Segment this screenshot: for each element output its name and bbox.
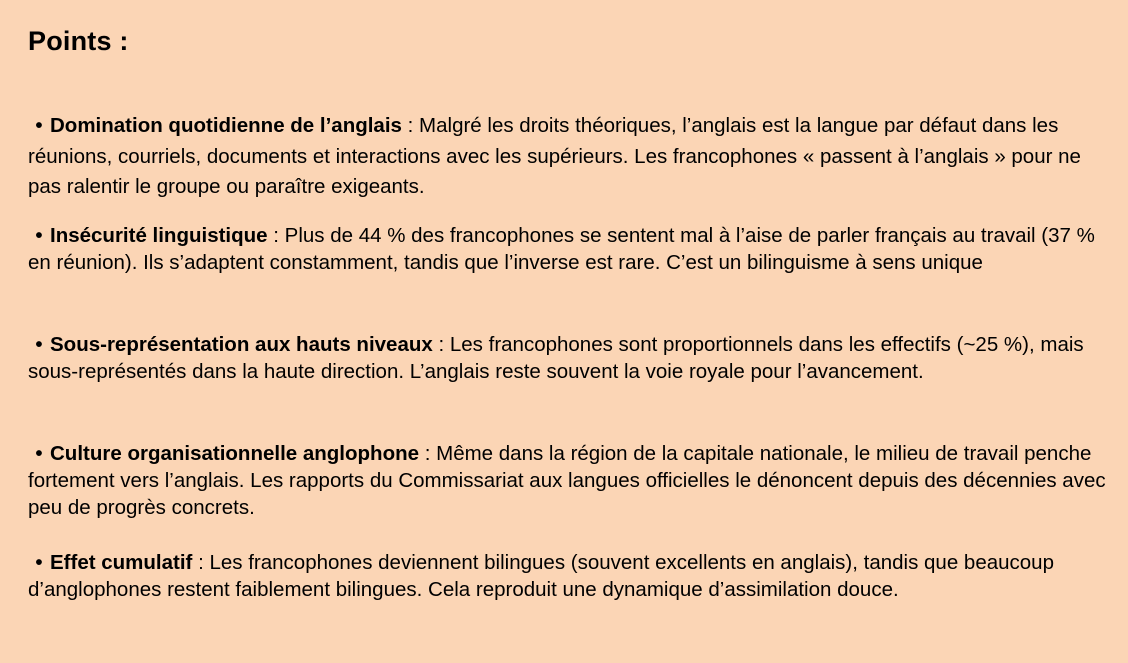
point-text: Malgré les droits théoriques, l’anglais est la langue par défaut dans les réunions, courriels, documents et interactions avec les supérieurs. Les francophones « passent à l’anglais » pour ne pas ralentir le groupe ou paraître exigeants.: [28, 114, 1081, 198]
point-separator: :: [432, 333, 450, 356]
point-heading: Domination quotidienne de l’anglais: [50, 114, 402, 137]
point-text: Plus de 44 % des francophones se sentent mal à l’aise de parler français au travail (37 % en réunion). Ils s’adaptent constamment, tandis que l’inverse est rare. C’est un bilinguisme à sens unique: [28, 224, 1095, 274]
point-separator: :: [267, 224, 285, 247]
point-separator: :: [192, 551, 210, 574]
bullet-icon: •: [35, 333, 43, 356]
point-text: Même dans la région de la capitale nationale, le milieu de travail penche fortement vers l’anglais. Les rapports du Commissariat aux langues officielles le dénoncent depuis des décennies avec peu de progrès concrets.: [28, 442, 1106, 519]
bullet-point: [28, 440, 1108, 521]
bullet-point: [28, 222, 1108, 276]
point-separator: :: [419, 442, 437, 465]
bullet-icon: •: [35, 224, 43, 247]
bullet-icon: •: [35, 442, 43, 465]
bullet-point: [28, 111, 1108, 203]
bullet-icon: •: [35, 551, 43, 574]
bullet-icon: •: [35, 114, 43, 137]
point-heading: Insécurité linguistique: [50, 224, 268, 247]
point-heading: Culture organisationnelle anglophone: [50, 442, 420, 465]
point-text: Les francophones deviennent bilingues (souvent excellents en anglais), tandis que beaucoup d’anglophones restent faiblement bilingues. Cela reproduit une dynamique d’assimilation douce.: [28, 551, 1054, 601]
point-heading: Sous-représentation aux hauts niveaux: [50, 333, 433, 356]
point-text: Les francophones sont proportionnels dans les effectifs (~25 %), mais sous-représentés dans la haute direction. L’anglais reste souvent la voie royale pour l’avancement.: [28, 333, 1084, 383]
bullet-point: [28, 549, 1108, 603]
point-heading: Effet cumulatif: [50, 551, 193, 574]
page-title: Points :: [28, 26, 129, 56]
point-separator: :: [401, 114, 420, 137]
bullet-point: [28, 331, 1108, 385]
